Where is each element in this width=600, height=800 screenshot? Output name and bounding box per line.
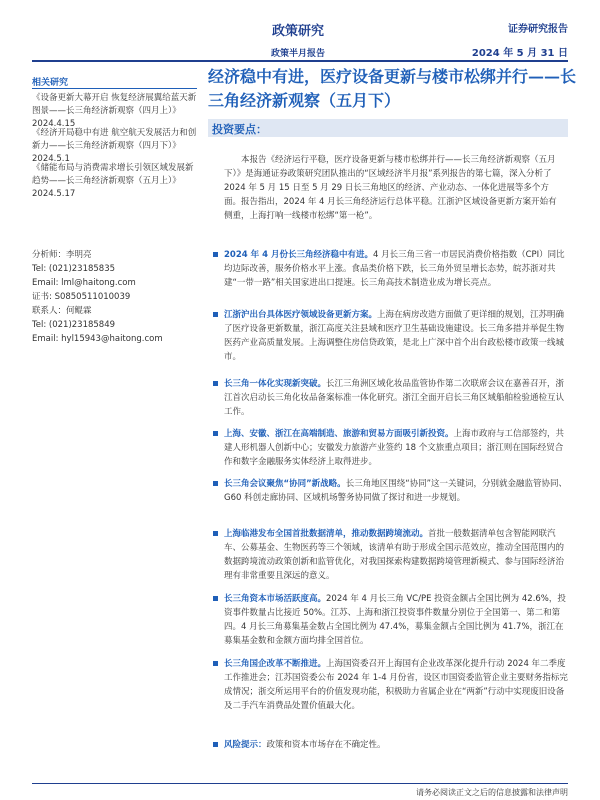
analyst-cert: 证书: S0850511010039 bbox=[32, 292, 131, 302]
bullet-item bbox=[213, 427, 568, 469]
sidebar-divider bbox=[32, 88, 197, 89]
bullet-highlight: 2024 年 4 月份长三角经济稳中有进。 bbox=[224, 250, 373, 260]
bullet-item bbox=[213, 592, 568, 648]
related-item-text: 《经济开局稳中有进 航空航天发展活力和创新力——长三角经济新观察（四月下）》 bbox=[32, 128, 197, 151]
bullet-item bbox=[213, 657, 568, 713]
analyst-name: 分析师：李明亮 bbox=[32, 250, 92, 260]
bullet-highlight: 上海临港发布全国首批数据清单，推动数据跨境流动。 bbox=[224, 529, 429, 539]
related-item[interactable] bbox=[32, 162, 197, 201]
bullet-item bbox=[213, 477, 568, 505]
intro-paragraph: 本报告《经济运行平稳，医疗设备更新与楼市松绑并行——长三角经济新观察（五月下）》是海通证券政策研究团队推出的“区域经济半月报”系列报告的第七篇，深入分析了 2024 年 5 月 15 日至 5 月 29 日长三角地区的经济、产业动态、一体化进展等多个方面。报告指出，2024 年 4 月长三角经济运行总体平稳。江浙沪区域设备更新方案开始有侧重，上海打响一线楼市松绑“第一枪”。 bbox=[224, 155, 557, 221]
related-item[interactable] bbox=[32, 92, 197, 131]
bullet-text: 上海市政府与工信部签约，共建人形机器人创新中心；安徽发力旅游产业签约 18 个文旅重点项目；浙江则在国际经贸合作和数字金融服务实体经济上取得进步。 bbox=[224, 429, 565, 467]
bullet-text: 4 月长三角三省一市居民消费价格指数（CPI）同比均边际改善，服务价格水平上涨。食品类价格下跌，长三角外贸呈增长态势，皖苏浙对共建“一带一路”相关国家进出口提速。长三角高技术制造业成为增长亮点。 bbox=[224, 250, 565, 288]
section-label: 投资要点： bbox=[212, 123, 267, 136]
bullet-item bbox=[213, 308, 568, 364]
bullet-highlight: 江浙沪出台具体医疗领域设备更新方案。 bbox=[224, 310, 378, 320]
bullet-marker bbox=[213, 252, 218, 257]
related-item-date: 2024.4.15 bbox=[32, 119, 76, 129]
contact-tel: Tel: (021)23185849 bbox=[32, 320, 116, 330]
bullet-marker bbox=[213, 381, 218, 386]
bullet-marker bbox=[213, 661, 218, 666]
bullet-marker bbox=[213, 312, 218, 317]
contact-name: 联系人：何鲲霖 bbox=[32, 306, 92, 316]
analyst-email[interactable]: Email: lml@haitong.com bbox=[32, 278, 136, 288]
bullet-text: 政策和资本市场存在不确定性。 bbox=[266, 740, 386, 750]
analyst-block bbox=[32, 248, 197, 346]
bullet-highlight: 长三角会议聚焦“协同”新战略。 bbox=[224, 479, 346, 489]
report-series: 政策半月报告 bbox=[270, 49, 325, 59]
report-date: 2024 年 5 月 31 日 bbox=[471, 48, 568, 59]
contact-email[interactable]: Email: hyl15943@haitong.com bbox=[32, 334, 163, 344]
analyst-tel: Tel: (021)23185835 bbox=[32, 264, 116, 274]
bullet-marker bbox=[213, 481, 218, 486]
bullet-highlight: 风险提示： bbox=[224, 740, 267, 750]
header-meta-block bbox=[472, 20, 568, 59]
bullet-text: 长江三角洲区域化妆品监管协作第二次联席会议在嘉善召开，浙江首次启动长三角化妆品备案标准一体化研究。浙江全面开启长三角区域船舶检验通检互认工作。 bbox=[224, 379, 565, 417]
bullet-text: 首批一般数据清单包含智能网联汽车、公募基金、生物医药等三个领域，该清单有助于形成全国示范效应，推动全国范围内的数据跨境流动政策创新和监管优化，对我国探索构建数据跨境管理新模式、参与国际经济治理有非常重要且深远的意义。 bbox=[224, 529, 565, 581]
footer-disclaimer: 请务必阅读正文之后的信息披露和法律声明 bbox=[416, 788, 568, 797]
bullet-highlight: 上海、安徽、浙江在高端制造、旅游和贸易方面吸引新投资。 bbox=[224, 429, 454, 439]
bullet-text: 上海国资委召开上海国有企业改革深化提升行动 2024 年二季度工作推进会；江苏国资委公布 2024 年 1-4 月份省，设区市国资委监管企业主要财务指标完成情况；浙交所运用平台的价值发现功能，积极助力省属企业在“两新”行动中实现废旧设备及二手汽车消费品处置价值最大化。 bbox=[224, 659, 568, 711]
report-category: 政策研究 bbox=[271, 24, 324, 39]
bullet-marker bbox=[213, 742, 218, 747]
section-bar bbox=[208, 119, 568, 137]
bullet-highlight: 长三角国企改革不断推进。 bbox=[224, 659, 327, 669]
related-item-date: 2024.5.1 bbox=[32, 154, 70, 164]
bullet-marker bbox=[213, 531, 218, 536]
related-item-text: 《设备更新大幕开启 恢复经济展翼给蓝天新图景——长三角经济新观察（四月上）》 bbox=[32, 93, 197, 116]
bullet-highlight: 长三角资本市场活跃度高。 bbox=[224, 594, 327, 604]
bullet-highlight: 长三角一体化实现新突破。 bbox=[224, 379, 327, 389]
bullet-item bbox=[213, 527, 568, 583]
header-divider bbox=[32, 60, 568, 62]
footer-divider bbox=[32, 783, 568, 784]
bullet-marker bbox=[213, 596, 218, 601]
header-category-block bbox=[248, 20, 348, 59]
bullet-item bbox=[213, 377, 568, 419]
report-type: 证券研究报告 bbox=[508, 24, 568, 35]
report-title: 经济稳中有进，医疗设备更新与楼市松绑并行——长三角经济新观察（五月下） bbox=[208, 67, 577, 110]
related-item-text: 《储能布局与消费需求增长引领区域发展新趋势——长三角经济新观察（五月上）》 bbox=[32, 163, 194, 186]
related-research-title: 相关研究 bbox=[32, 78, 69, 88]
bullet-marker bbox=[213, 431, 218, 436]
bullet-text: 长三角地区围绕“协同”这一关键词，分别就金融监管协同、G60 科创走廊协同、区域机场警务协同做了探讨和进一步规划。 bbox=[224, 479, 567, 503]
bullet-item bbox=[213, 248, 568, 290]
related-item[interactable] bbox=[32, 127, 197, 166]
bullet-item bbox=[213, 738, 568, 752]
bullet-text: 2024 年 4 月长三角 VC/PE 投资金额占全国比例为 42.6%，投资事件数量占比接近 50%。江苏、上海和浙江投资事件数量分别位于全国第一、第二和第四。4 月长三角募集基金数占全国比例为 47.4%，募集金额占全国比例为 41.7%，浙江在募集基金数和金额方面均排全国首位。 bbox=[224, 594, 566, 646]
related-item-date: 2024.5.17 bbox=[32, 189, 76, 199]
bullet-text: 上海在病房改造方面做了更详细的规划，江苏明确了医疗设备更新数量，浙江高度关注县域和医疗卫生基础设施建设。长三角多措并举促生物医药产业高质量发展。上海调整住房信贷政策，是北上广深中首个出台政松楼市政策一线城市。 bbox=[224, 310, 565, 362]
